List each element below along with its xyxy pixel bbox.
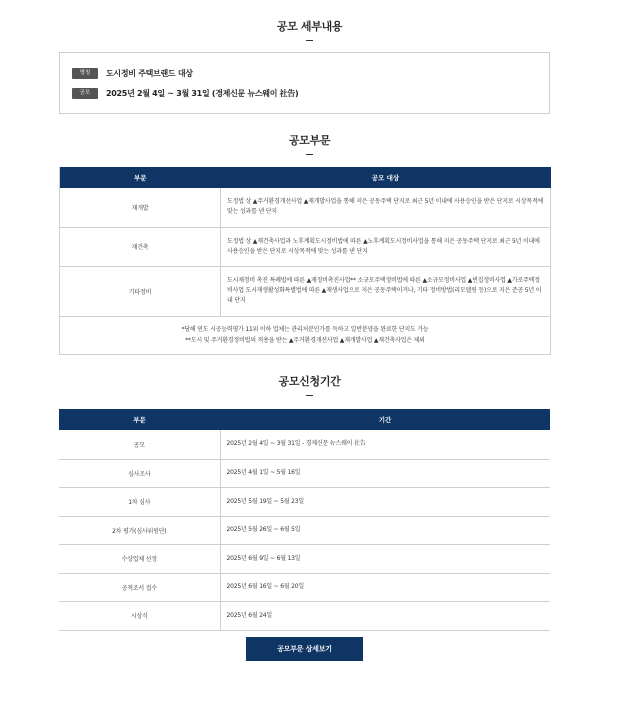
table-row bbox=[59, 544, 550, 573]
category-name: 기타정비 bbox=[60, 266, 221, 316]
category-name: 재개발 bbox=[60, 188, 221, 227]
table-row bbox=[60, 266, 551, 316]
header-category: 부문 bbox=[60, 167, 221, 188]
table-row bbox=[59, 430, 550, 459]
schedule-period: 2025년 5월 26일 ~ 6월 5일 bbox=[220, 516, 550, 544]
schedule-period: 2025년 4월 1일 ~ 5월 16일 bbox=[220, 459, 550, 487]
badge-label: 공모 bbox=[72, 88, 98, 99]
schedule-period: 2025년 5월 19일 ~ 5월 23일 bbox=[220, 487, 550, 516]
categories-section-title bbox=[0, 132, 619, 155]
notes-cell bbox=[60, 316, 551, 354]
schedule-name: 1차 심사 bbox=[59, 487, 220, 516]
header-target: 공모 대상 bbox=[221, 167, 551, 188]
schedule-title: 공모신청기간 bbox=[278, 375, 341, 388]
schedule-name: 시상식 bbox=[59, 601, 220, 630]
schedule-period: 2025년 6월 16일 ~ 6월 20일 bbox=[220, 573, 550, 601]
table-row bbox=[59, 487, 550, 516]
details-section-title bbox=[0, 18, 619, 41]
header-period: 기간 bbox=[220, 409, 550, 430]
title-underline bbox=[306, 395, 313, 396]
details-value: 2025년 2월 4일 ~ 3월 31일 (경제신문 뉴스웨이 社告) bbox=[106, 88, 299, 98]
categories-title: 공모부문 bbox=[288, 134, 331, 147]
schedule-section-title bbox=[0, 373, 619, 396]
notes-row bbox=[60, 316, 551, 354]
table-row bbox=[59, 516, 550, 544]
header-category: 부문 bbox=[59, 409, 220, 430]
schedule-name: 공적조서 접수 bbox=[59, 573, 220, 601]
table-row bbox=[59, 601, 550, 630]
table-row bbox=[59, 573, 550, 601]
schedule-name: 심사조사 bbox=[59, 459, 220, 487]
category-desc: 도정법 상 ▲재건축사업과 노후계획도시정비법에 따른 ▲노후계획도시정비사업을 통해 지은 공동주택 단지로 최근 5년 이내에 사용승인을 받은 단지로 시상목적에 맞는 성과를 낸 단지 bbox=[221, 227, 551, 266]
table-header-row bbox=[60, 167, 551, 188]
schedule-period: 2025년 2월 4일 ~ 3월 31일 - 경제신문 뉴스웨이 社告 bbox=[220, 430, 550, 459]
title-underline bbox=[306, 40, 313, 41]
schedule-period: 2025년 6월 9일 ~ 6월 13일 bbox=[220, 544, 550, 573]
schedule-table bbox=[59, 409, 550, 631]
title-underline bbox=[306, 154, 313, 155]
details-box bbox=[59, 52, 550, 114]
schedule-name: 수상업체 선정 bbox=[59, 544, 220, 573]
badge-label: 명칭 bbox=[72, 68, 98, 79]
details-row-period bbox=[72, 87, 298, 99]
table-header-row bbox=[59, 409, 550, 430]
category-name: 재건축 bbox=[60, 227, 221, 266]
view-details-button[interactable]: 공모부문 상세보기 bbox=[246, 637, 363, 661]
category-desc: 도시재정비 촉진 특례법에 따른 ▲재정비촉진사업** 소규모주택정비법에 따른 ▲소규모정비사업 ▲빈집정비사업 ▲가로주택정비사업 도시재생활성화특별법에 따른 ▲재생사업으로 지은 공동주택이거나, 기타 정비방법(리모델링 등)으로 지은 준공 5년 이내 단지 bbox=[221, 266, 551, 316]
note-line: *당해 연도 시공능력평가 11위 이하 업체는 관리처분인가를 득하고 일반분양을 완료한 단지도 가능 bbox=[181, 326, 429, 333]
categories-table bbox=[59, 167, 551, 355]
table-row bbox=[60, 227, 551, 266]
details-value: 도시정비 주택브랜드 대상 bbox=[106, 68, 193, 78]
schedule-name: 2차 평가(심사위원단) bbox=[59, 516, 220, 544]
category-desc: 도정법 상 ▲주거환경개선사업 ▲재개발사업을 통해 지은 공동주택 단지로 최근 5년 이내에 사용승인을 받은 단지로 시상목적에 맞는 성과를 낸 단지 bbox=[221, 188, 551, 227]
note-line: **도시 및 주거환경정비법의 적용을 받는 ▲주거환경개선사업 ▲재개발사업 ▲재건축사업은 제외 bbox=[185, 337, 425, 344]
table-row bbox=[59, 459, 550, 487]
schedule-period: 2025년 6월 24일 bbox=[220, 601, 550, 630]
schedule-name: 공모 bbox=[59, 430, 220, 459]
details-row-name bbox=[72, 67, 193, 79]
details-title: 공모 세부내용 bbox=[276, 20, 343, 33]
table-row bbox=[60, 188, 551, 227]
